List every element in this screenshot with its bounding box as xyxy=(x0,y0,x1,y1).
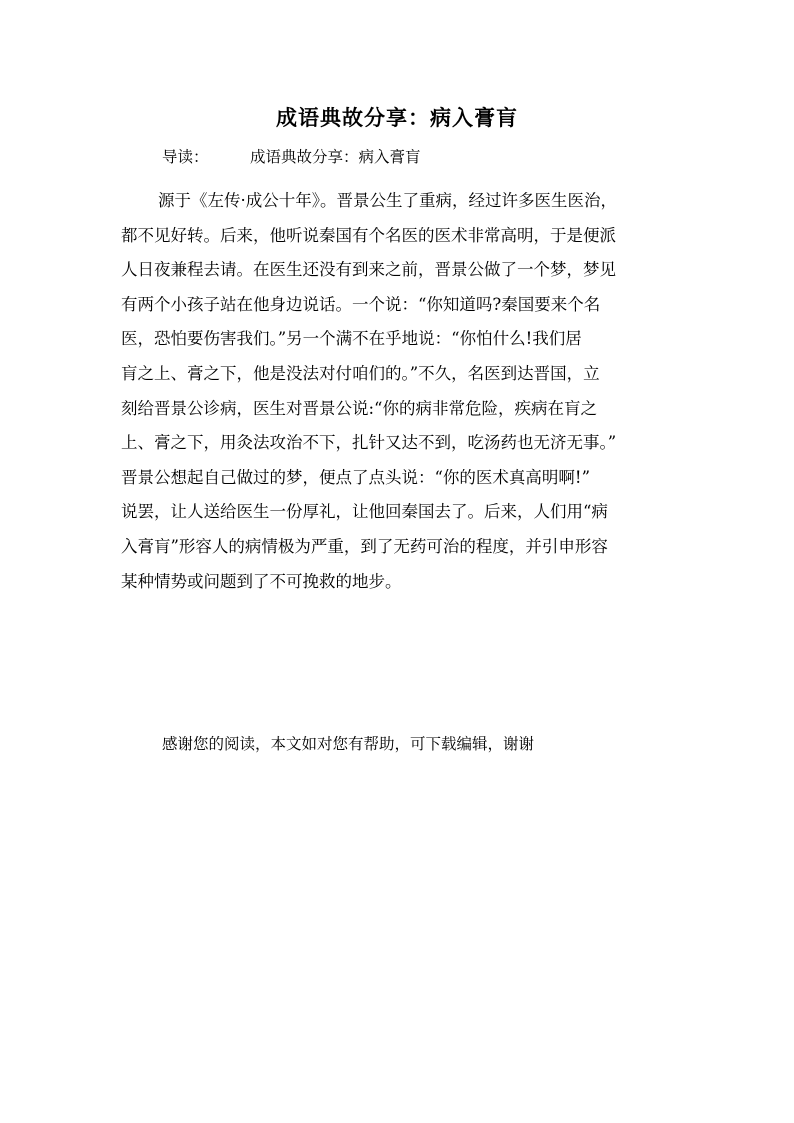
body-line: 刻给晋景公诊病，医生对晋景公说:“你的病非常危险，疾病在肓之 xyxy=(121,398,597,418)
document-title: 成语典故分享：病入膏肓 xyxy=(276,105,518,130)
intro-line xyxy=(162,144,421,170)
body-line: 有两个小孩子站在他身边说话。一个说：“你知道吗?秦国要来个名 xyxy=(121,294,601,314)
intro-label: 导读： xyxy=(162,148,209,166)
body-paragraph xyxy=(121,184,681,599)
body-line: 某种情势或问题到了不可挽救的地步。 xyxy=(121,571,402,591)
body-line: 医，恐怕要伤害我们。”另一个满不在乎地说：“你怕什么!我们居 xyxy=(121,329,582,349)
body-line: 上、膏之下，用灸法攻治不下，扎针又达不到，吃汤药也无济无事。” xyxy=(121,433,617,453)
thanks-note: 感谢您的阅读，本文如对您有帮助，可下载编辑，谢谢 xyxy=(162,735,535,753)
body-line: 说罢，让人送给医生一份厚礼，让他回秦国去了。后来，人们用“病 xyxy=(121,502,608,522)
body-line: 晋景公想起自己做过的梦，便点了点头说：“你的医术真高明啊!” xyxy=(121,467,591,487)
body-line: 入膏肓”形容人的病情极为严重，到了无药可治的程度，并引申形容 xyxy=(121,536,608,556)
body-line: 肓之上、膏之下，他是没法对付咱们的。”不久，名医到达晋国，立 xyxy=(121,363,600,383)
intro-text: 成语典故分享：病入膏肓 xyxy=(250,148,421,166)
body-line: 人日夜兼程去请。在医生还没有到来之前，晋景公做了一个梦，梦见 xyxy=(121,260,616,280)
body-line: 源于《左传·成公十年》。晋景公生了重病，经过许多医生医治， xyxy=(158,191,617,210)
body-line: 都不见好转。后来，他听说秦国有个名医的医术非常高明，于是便派 xyxy=(121,225,616,245)
